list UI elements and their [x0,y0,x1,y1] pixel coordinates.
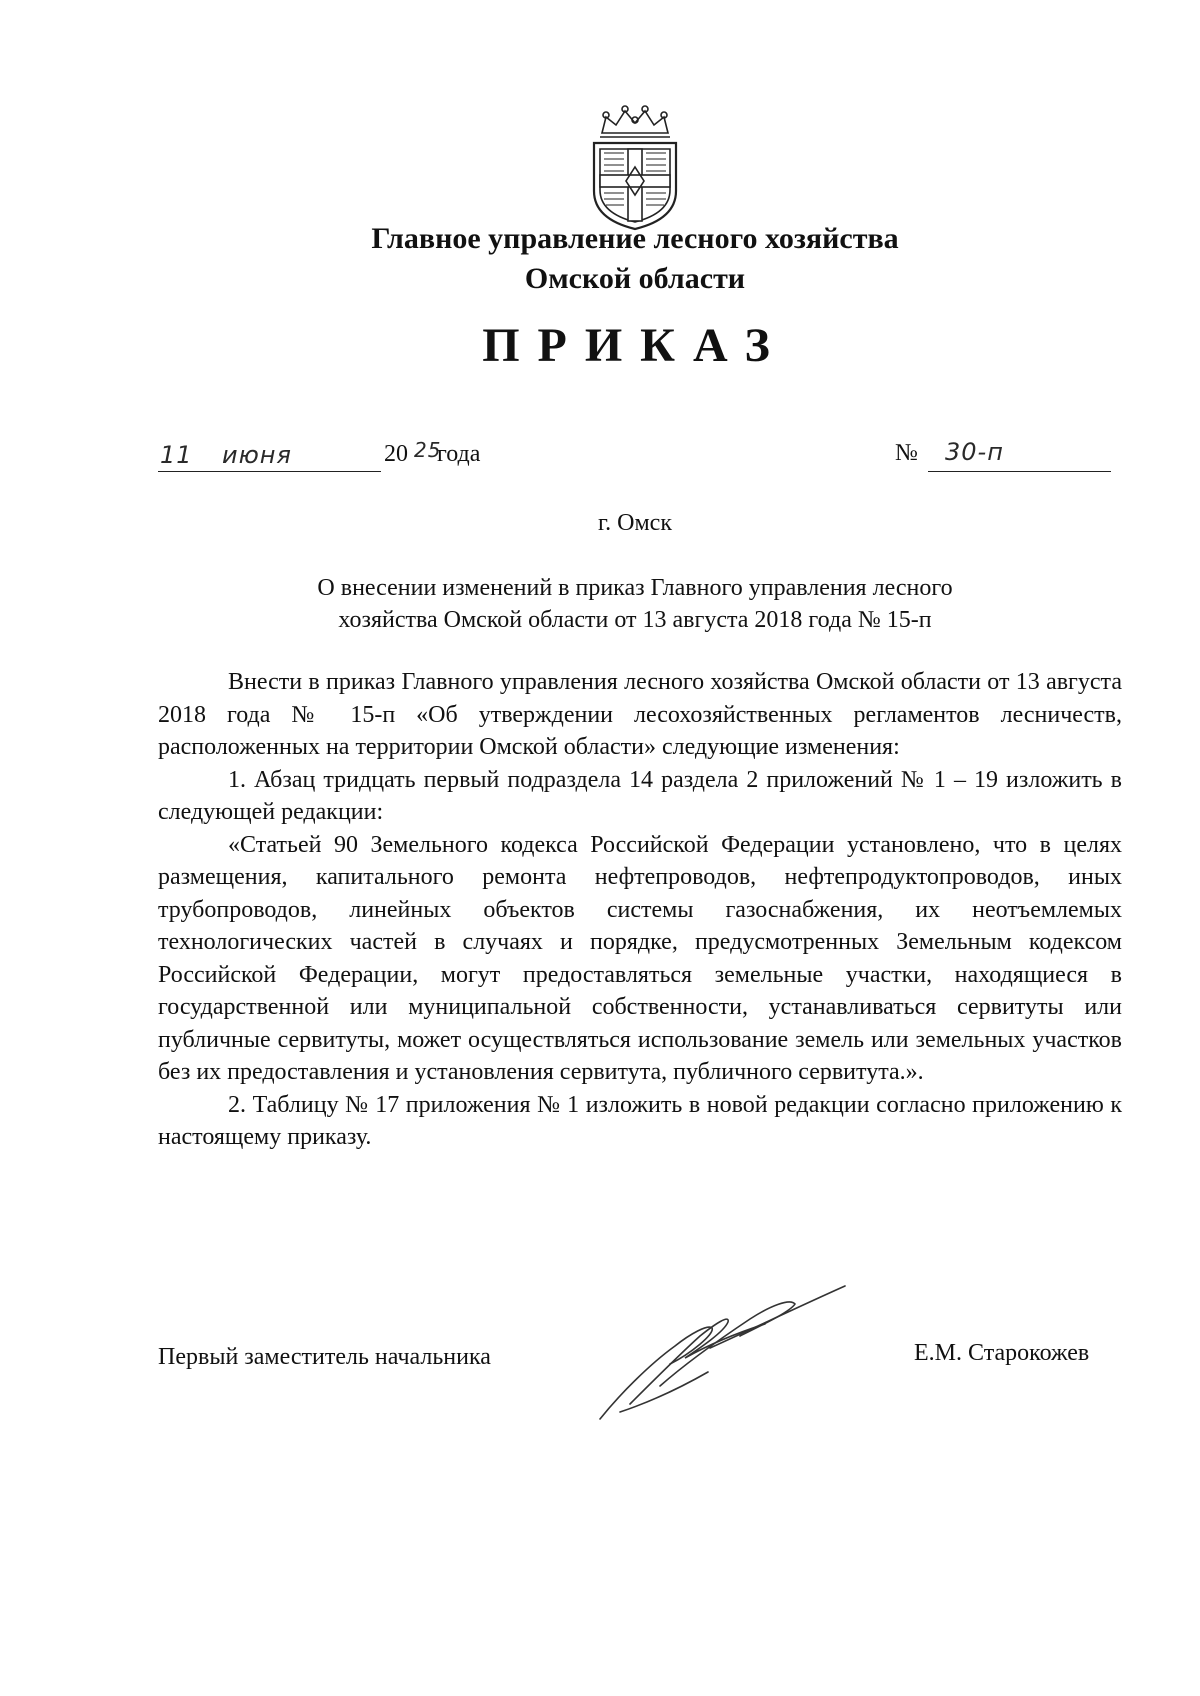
document-type-title: ПРИКАЗ [482,319,788,372]
number-sign: № [895,440,918,466]
organization-name-line1: Главное управление лесного хозяйства [371,222,899,255]
body-item-1: 1. Абзац тридцать первый подраздела 14 раздела 2 приложений № 1 – 19 изложить в следующей редакции: [158,766,1122,825]
date-day: 11 [160,441,193,469]
date-underline [158,471,381,472]
city: г. Омск [598,510,672,536]
date-year-suffix: года [437,441,481,467]
date-year-handwritten: 25 [414,438,442,462]
handwritten-signature [590,1284,850,1424]
organization-name-line2: Омской области [524,262,746,295]
signatory-position: Первый заместитель начальника [158,1344,491,1370]
coat-of-arms-icon [580,103,690,233]
number-underline [928,471,1111,472]
body-item-2: 2. Таблицу № 17 приложения № 1 изложить в новой редакции согласно приложению к настоящему приказу. [158,1091,1122,1150]
date-year-prefix: 20 [384,441,408,467]
date-month: июня [222,441,292,469]
document-body [158,666,1122,1154]
document-number: 30-п [945,438,1004,466]
body-intro: Внести в приказ Главного управления лесного хозяйства Омской области от 13 августа 2018 года № 15-п «Об утверждении лесохозяйственных регламентов лесничеств, расположенных на территории Омской области» следующие изменения: [158,669,1122,760]
subject-line1: О внесении изменений в приказ Главного управления лесного [317,575,953,601]
body-quote: «Статьей 90 Земельного кодекса Российской Федерации установлено, что в целях размещения, капитального ремонта нефтепроводов, нефтепродуктопроводов, иных трубопроводов, линейных объектов системы газоснабжения, их неотъемлемых технологических частей в случаях и порядке, предусмотренных Земельным кодексом Российской Федерации, могут предоставляться земельные участки, находящиеся в государственной или муниципальной собственности, устанавливаться сервитуты или публичные сервитуты, может осуществляться использование земель или земельных участков без их предоставления и установления сервитута, публичного сервитута.». [158,831,1122,1085]
signatory-name: Е.М. Старокожев [914,1340,1090,1366]
subject-line2: хозяйства Омской области от 13 августа 2018 года № 15-п [338,607,932,633]
